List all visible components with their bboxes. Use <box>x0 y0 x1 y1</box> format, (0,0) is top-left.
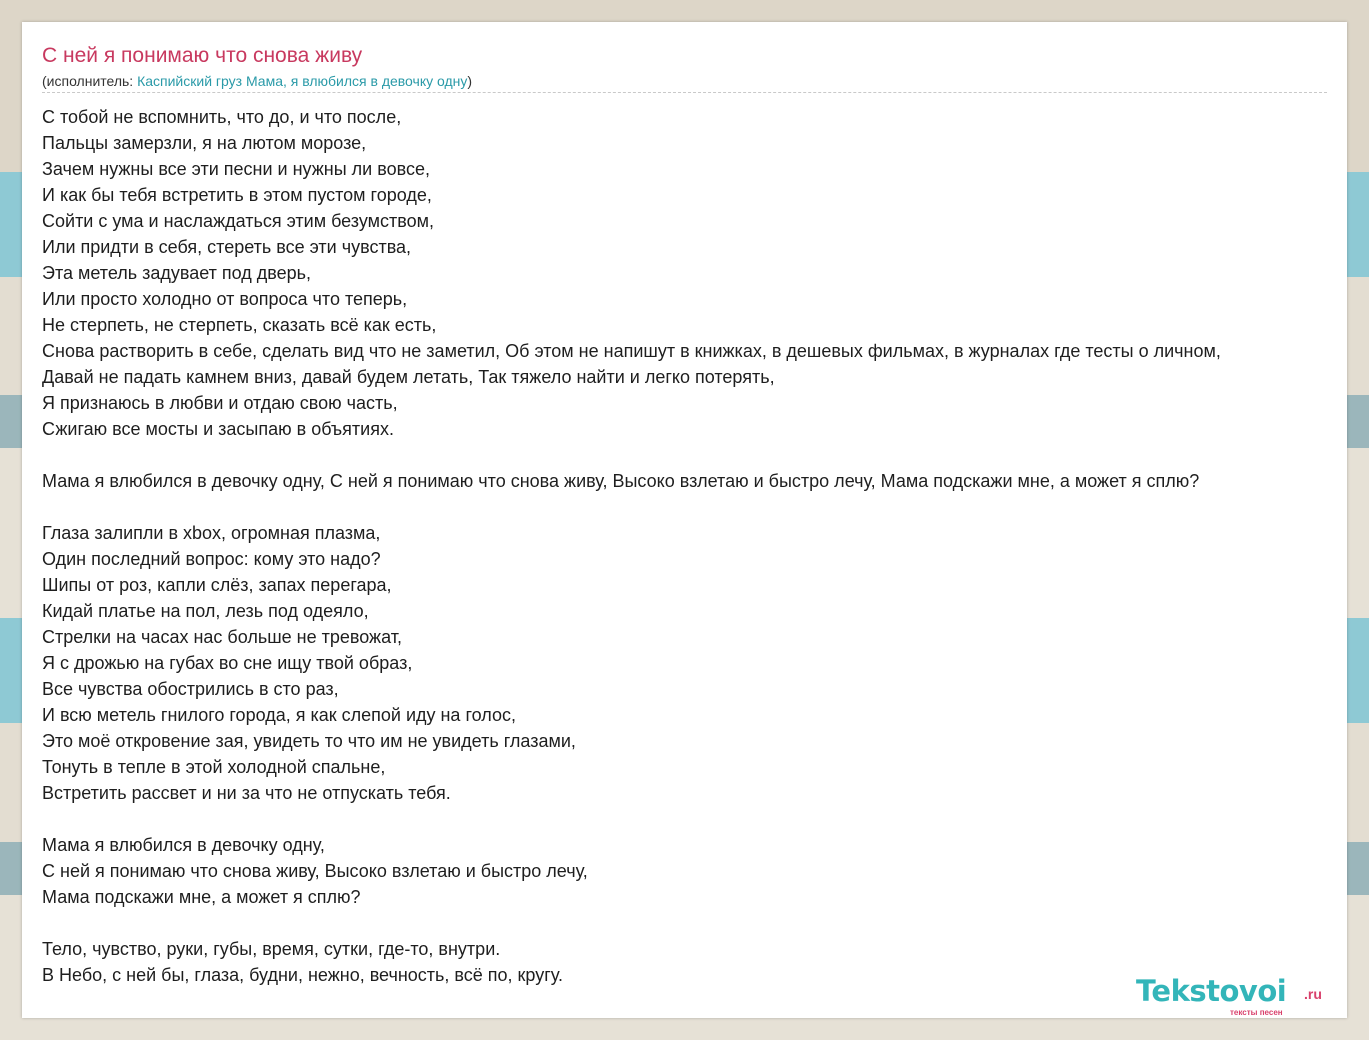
lyric-line: И всю метель гнилого города, я как слепой иду на голос, <box>42 705 516 725</box>
lyric-line: В Небо, с ней бы, глаза, будни, нежно, вечность, всё по, кругу. <box>42 965 564 985</box>
lyric-line: Или придти в себя, стереть все эти чувства, <box>42 237 412 257</box>
lyric-line: Шипы от роз, капли слёз, запах перегара, <box>42 575 392 595</box>
lyric-line: Стрелки на часах нас больше не тревожат, <box>42 627 402 647</box>
lyric-line: Это моё откровение зая, увидеть то что им не увидеть глазами, <box>42 731 576 751</box>
lyric-line: Снова растворить в себе, сделать вид что не заметил, Об этом не напишут в книжках, в дешевых фильмах, в журналах где тесты о личном, <box>42 341 1221 361</box>
lyric-line: Или просто холодно от вопроса что теперь, <box>42 289 408 309</box>
lyric-line: Один последний вопрос: кому это надо? <box>42 549 381 569</box>
artist-prefix: (исполнитель: <box>42 73 138 89</box>
logo-tagline: тексты песен <box>1230 1008 1283 1017</box>
artist-link[interactable]: Каспийский груз <box>137 73 243 89</box>
lyric-line: Сжигаю все мосты и засыпаю в объятиях. <box>42 419 394 439</box>
artist-line <box>42 73 472 89</box>
lyric-line: Сойти с ума и наслаждаться этим безумством, <box>42 211 435 231</box>
lyrics-card <box>22 22 1347 1018</box>
lyric-line: Мама подскажи мне, а может я сплю? <box>42 887 361 907</box>
site-logo[interactable] <box>1136 974 1336 1016</box>
stanza <box>42 832 1347 910</box>
lyric-line: Мама я влюбился в девочку одну, С ней я понимаю что снова живу, Высоко взлетаю и быстро лечу, Мама подскажи мне, а может я сплю? <box>42 471 1200 491</box>
lyric-line: Пальцы замерзли, я на лютом морозе, <box>42 133 367 153</box>
logo-domain-suffix: .ru <box>1304 986 1322 1002</box>
lyric-line: Я признаюсь в любви и отдаю свою часть, <box>42 393 398 413</box>
lyric-line: Я с дрожью на губах во сне ищу твой образ, <box>42 653 413 673</box>
song-link[interactable]: Мама, я влюбился в девочку одну <box>245 73 468 89</box>
lyric-line: С ней я понимаю что снова живу, Высоко взлетаю и быстро лечу, <box>42 861 588 881</box>
lyrics-text <box>42 104 1347 1014</box>
lyric-line: Зачем нужны все эти песни и нужны ли вовсе, <box>42 159 430 179</box>
stanza <box>42 468 1347 494</box>
dashed-divider <box>42 92 1327 93</box>
lyric-line: И как бы тебя встретить в этом пустом городе, <box>42 185 432 205</box>
lyric-line: Эта метель задувает под дверь, <box>42 263 312 283</box>
lyric-line: Все чувства обострились в сто раз, <box>42 679 339 699</box>
logo-wordmark: Tekstovoi <box>1136 974 1287 1008</box>
stanza <box>42 520 1347 806</box>
lyric-line: С тобой не вспомнить, что до, и что после, <box>42 107 402 127</box>
artist-suffix: ) <box>467 73 473 89</box>
song-title: С ней я понимаю что снова живу <box>42 44 363 67</box>
lyric-line: Тело, чувство, руки, губы, время, сутки, где-то, внутри. <box>42 939 501 959</box>
lyric-line: Давай не падать камнем вниз, давай будем летать, Так тяжело найти и легко потерять, <box>42 367 775 387</box>
stanza <box>42 104 1347 442</box>
lyric-line: Не стерпеть, не стерпеть, сказать всё как есть, <box>42 315 437 335</box>
lyric-line: Глаза залипли в xbox, огромная плазма, <box>42 523 381 543</box>
lyric-line: Мама я влюбился в девочку одну, <box>42 835 325 855</box>
lyric-line: Кидай платье на пол, лезь под одеяло, <box>42 601 369 621</box>
lyric-line: Тонуть в тепле в этой холодной спальне, <box>42 757 386 777</box>
lyric-line: Встретить рассвет и ни за что не отпускать тебя. <box>42 783 451 803</box>
